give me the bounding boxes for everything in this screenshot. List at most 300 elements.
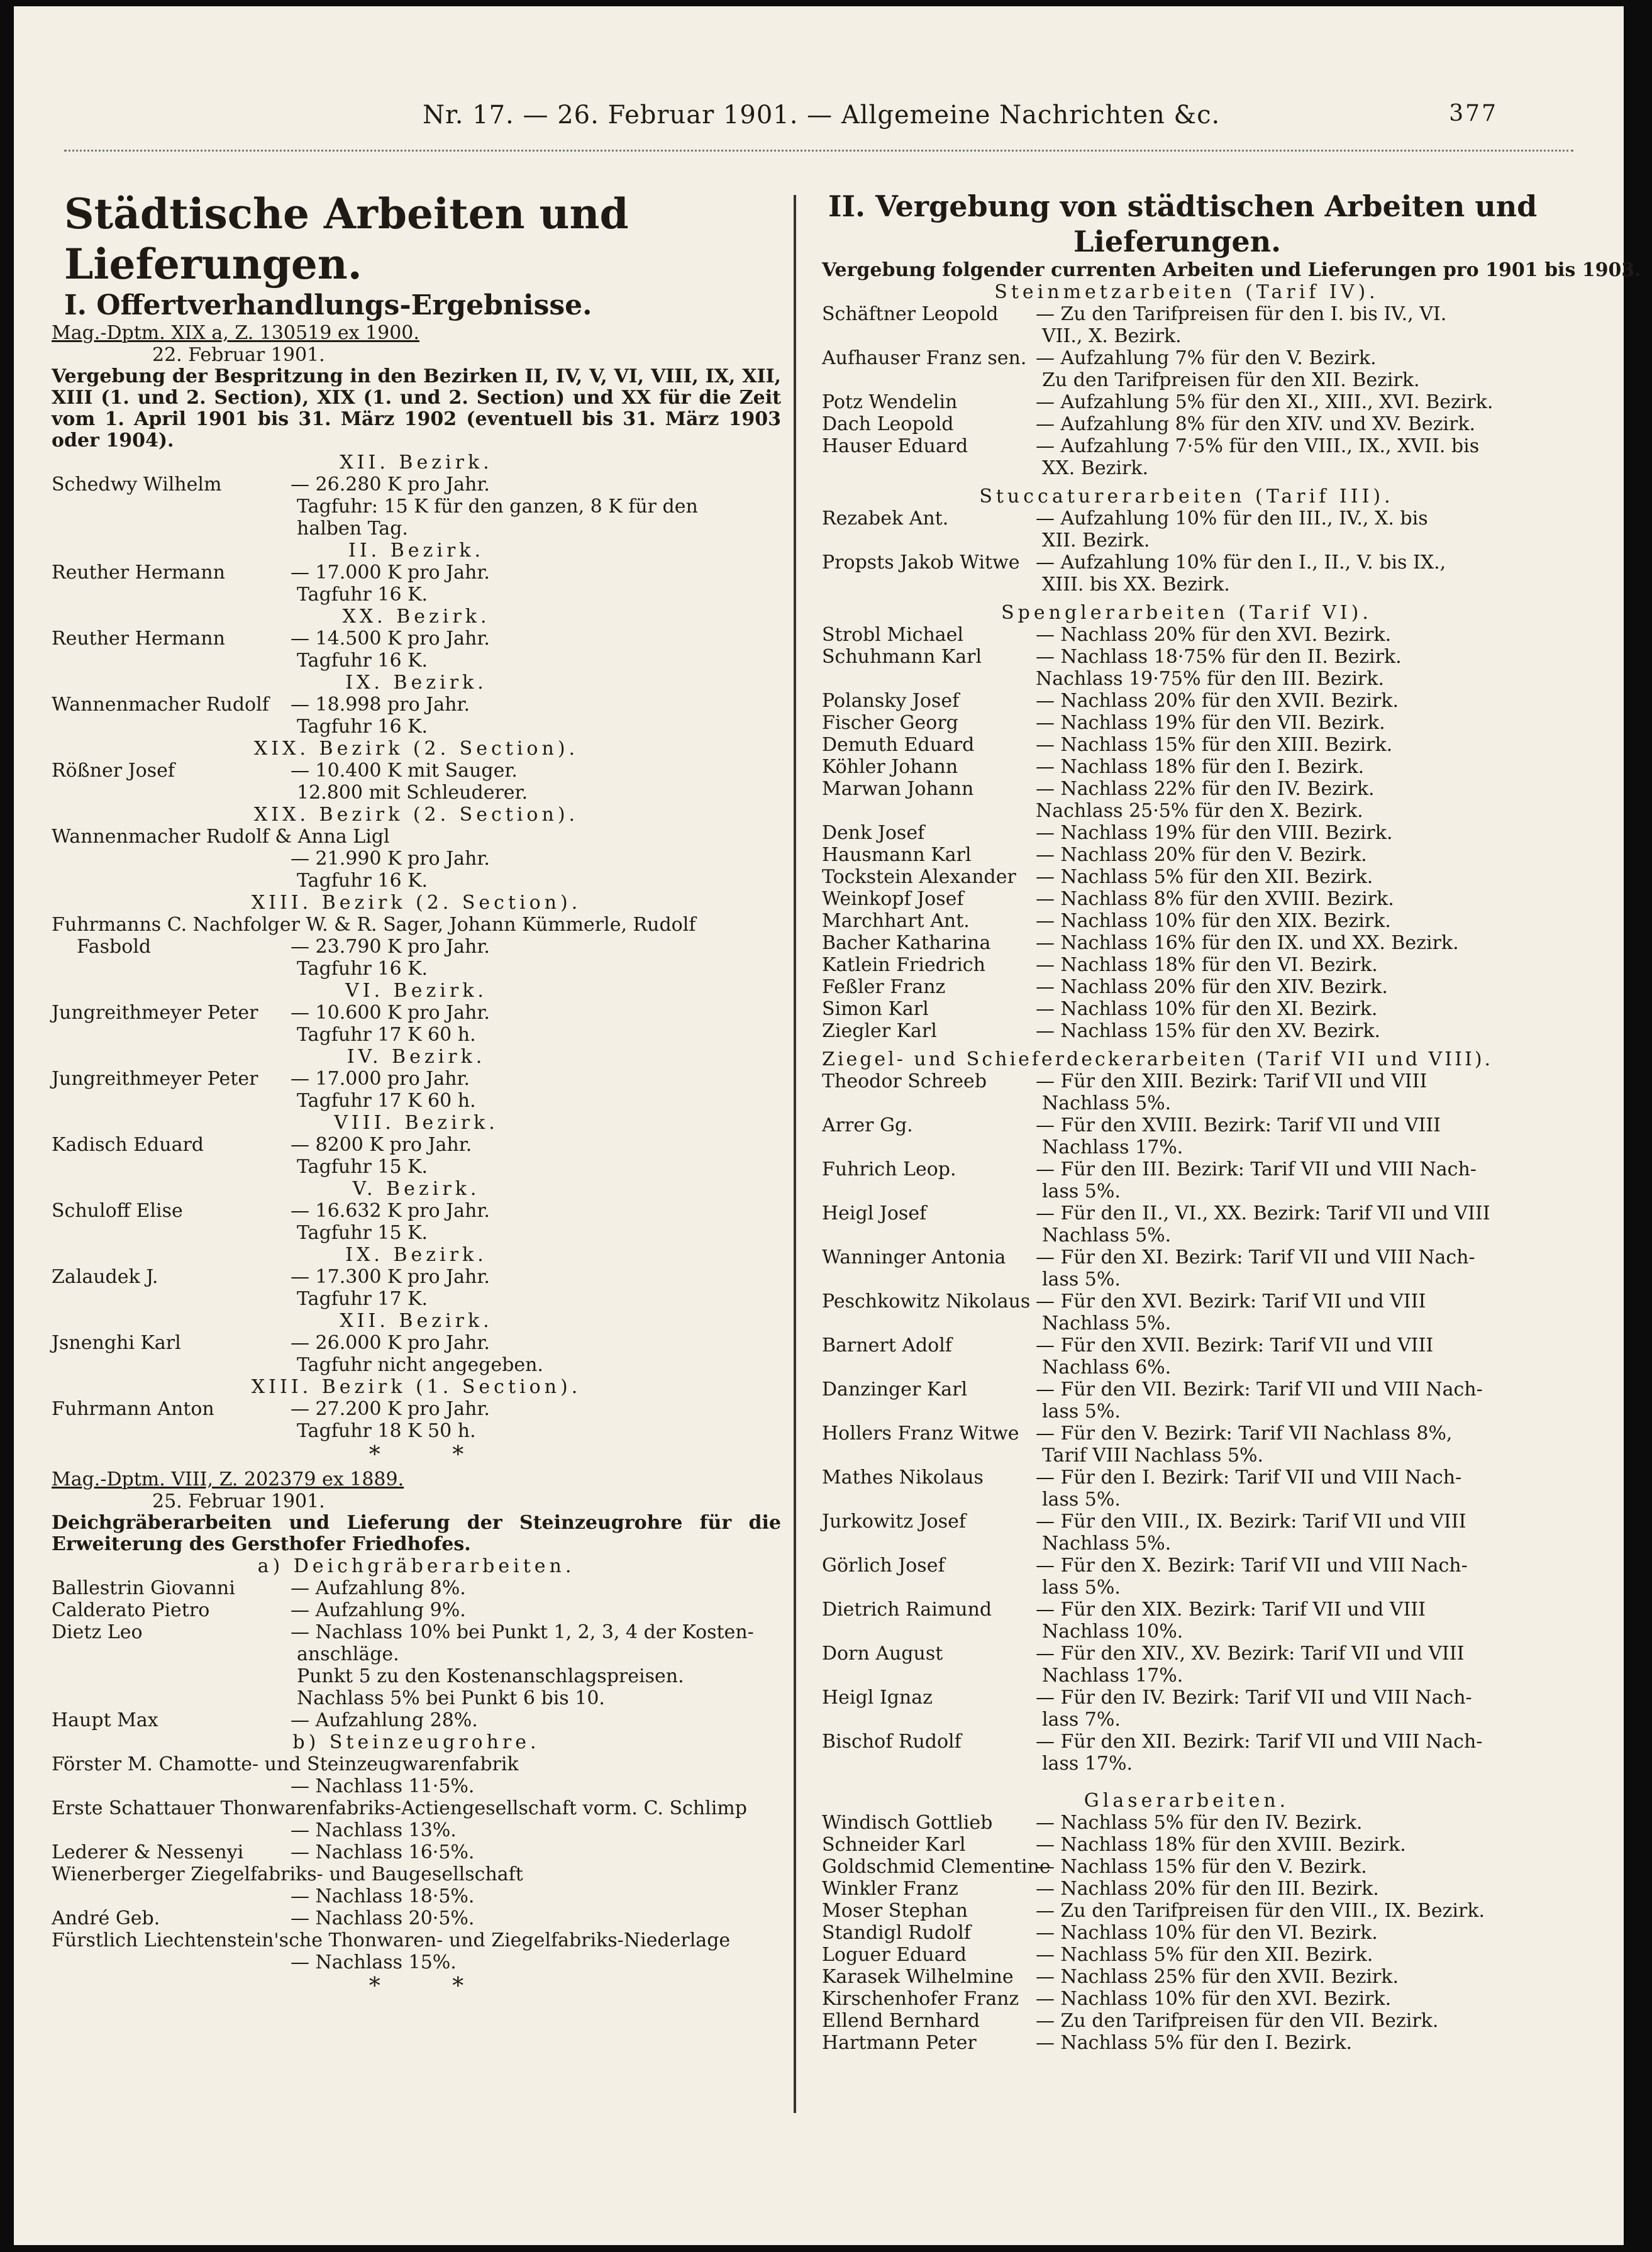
entry-value: — 17.300 K pro Jahr. bbox=[291, 1266, 490, 1288]
trade-heading: Stuccaturerarbeiten (Tarif III). bbox=[979, 485, 1394, 508]
newspaper-page bbox=[14, 6, 1641, 2245]
entry-value: XII. Bezirk. bbox=[1042, 530, 1150, 552]
entry-name: Arrer Gg. bbox=[822, 1114, 913, 1136]
entry-name: Kirschenhofer Franz bbox=[822, 1988, 1019, 2010]
entry-value: — Für den XII. Bezirk: Tarif VII und VIII Nach- bbox=[1036, 1731, 1483, 1753]
entry bbox=[52, 1398, 781, 1442]
entry-name: Fürstlich Liechtenstein'sche Thonwaren- und Ziegelfabriks-Niederlage bbox=[52, 1929, 731, 1951]
entry-value: Tagfuhr 15 K. bbox=[297, 1222, 428, 1244]
entry-value: — Aufzahlung 5% für den XI., XIII., XVI. Bezirk. bbox=[1036, 391, 1494, 413]
entry bbox=[822, 552, 1551, 596]
entry-name: Weinkopf Josef bbox=[822, 888, 964, 910]
entry bbox=[822, 822, 1551, 844]
entry-name: Potz Wendelin bbox=[822, 391, 958, 413]
entry-value: — 23.790 K pro Jahr. bbox=[291, 936, 490, 958]
entry-name: Fuhrmann Anton bbox=[52, 1398, 214, 1420]
entry bbox=[822, 1599, 1551, 1643]
entry-value: — Aufzahlung 10% für den I., II., V. bis IX., bbox=[1036, 552, 1446, 574]
entry bbox=[822, 391, 1551, 413]
entry-name: Standigl Rudolf bbox=[822, 1922, 971, 1944]
trade-heading: Steinmetzarbeiten (Tarif IV). bbox=[994, 281, 1379, 303]
entry-name: Heigl Ignaz bbox=[822, 1687, 933, 1709]
entry-value: — Nachlass 15%. bbox=[291, 1951, 457, 1973]
district-heading: II. Bezirk. bbox=[348, 540, 485, 562]
entry bbox=[822, 1834, 1551, 1856]
asterisk-separator: * * bbox=[369, 1442, 464, 1468]
entry bbox=[822, 756, 1551, 778]
notice-paragraph: Deichgräberarbeiten und Lieferung der Steinzeugrohre für die Erweiterung des Gersthofer Friedhofes. bbox=[52, 1512, 781, 1555]
entry-name: Reuther Hermann bbox=[52, 628, 225, 650]
entry-value: — Nachlass 5% für den IV. Bezirk. bbox=[1036, 1812, 1363, 1834]
entry bbox=[822, 1944, 1551, 1966]
entry-name: Rezabek Ant. bbox=[822, 508, 949, 530]
entry-name: Ballestrin Giovanni bbox=[52, 1577, 235, 1599]
column-divider bbox=[794, 195, 796, 2113]
entry bbox=[52, 1068, 781, 1112]
entry-name: Schedwy Wilhelm bbox=[52, 474, 222, 496]
entry-name: Rößner Josef bbox=[52, 760, 175, 782]
entry-name: Schuloff Elise bbox=[52, 1200, 183, 1222]
entry-value: lass 5%. bbox=[1042, 1401, 1121, 1423]
district-heading: XII. Bezirk. bbox=[340, 452, 493, 474]
entry-name: Aufhauser Franz sen. bbox=[822, 347, 1027, 369]
entry bbox=[822, 347, 1551, 391]
entry-name: Schuhmann Karl bbox=[822, 646, 982, 668]
entry-name: Erste Schattauer Thonwarenfabriks-Actiengesellschaft vorm. C. Schlimp bbox=[52, 1797, 747, 1819]
entry-value: — Nachlass 20% für den XVI. Bezirk. bbox=[1036, 624, 1392, 646]
entry-name: Tockstein Alexander bbox=[822, 866, 1016, 888]
district-heading: XIII. Bezirk (1. Section). bbox=[251, 1376, 582, 1398]
entry-value: — Nachlass 20·5%. bbox=[291, 1907, 475, 1929]
entry bbox=[822, 1555, 1551, 1599]
entry bbox=[822, 1202, 1551, 1246]
entry-value: — Nachlass 20% für den XVII. Bezirk. bbox=[1036, 690, 1399, 712]
entry-value: — Nachlass 18·75% für den II. Bezirk. bbox=[1036, 646, 1402, 668]
entry-name: Demuth Eduard bbox=[822, 734, 975, 756]
entry bbox=[822, 954, 1551, 976]
trade-heading: Spenglerarbeiten (Tarif VI). bbox=[1001, 602, 1372, 624]
section-title: II. Vergebung von städtischen Arbeiten und bbox=[828, 189, 1538, 223]
entry-value: — Aufzahlung 7·5% für den VIII., IX., XVII. bis bbox=[1036, 435, 1480, 457]
entry-name: Jurkowitz Josef bbox=[822, 1511, 966, 1533]
entry-value: — Nachlass 15% für den V. Bezirk. bbox=[1036, 1856, 1367, 1878]
district-heading: VI. Bezirk. bbox=[345, 980, 487, 1002]
entry bbox=[822, 1812, 1551, 1834]
entry-value: halben Tag. bbox=[297, 518, 408, 540]
entry-name: Schneider Karl bbox=[822, 1834, 966, 1856]
entry-value: Tagfuhr 16 K. bbox=[297, 958, 428, 980]
entry-name: Moser Stephan bbox=[822, 1900, 968, 1922]
district-heading: IX. Bezirk. bbox=[345, 1244, 487, 1266]
entry-value: — Für den XIV., XV. Bezirk: Tarif VII und VIII bbox=[1036, 1643, 1465, 1665]
trade-heading: Glaserarbeiten. bbox=[1084, 1790, 1290, 1812]
district-heading: XIII. Bezirk (2. Section). bbox=[251, 892, 582, 914]
entry-value: — Nachlass 10% für den VI. Bezirk. bbox=[1036, 1922, 1378, 1944]
entry bbox=[822, 413, 1551, 435]
entry-value: — Für den VIII., IX. Bezirk: Tarif VII und VIII bbox=[1036, 1511, 1466, 1533]
entry-name: Strobl Michael bbox=[822, 624, 964, 646]
entry bbox=[822, 1511, 1551, 1555]
entry-value: — Zu den Tarifpreisen für den VII. Bezirk. bbox=[1036, 2010, 1439, 2032]
entry-name: Hartmann Peter bbox=[822, 2032, 977, 2054]
entry-value: Punkt 5 zu den Kostenanschlagspreisen. bbox=[297, 1665, 684, 1687]
entry-value: lass 17%. bbox=[1042, 1753, 1133, 1775]
page-title: Städtische Arbeiten und Lieferungen. bbox=[64, 189, 629, 289]
district-heading: XIX. Bezirk (2. Section). bbox=[253, 804, 579, 826]
entry-value: Nachlass 10%. bbox=[1042, 1621, 1184, 1643]
entry bbox=[52, 936, 781, 980]
section-title: I. Offertverhandlungs-Ergebnisse. bbox=[64, 289, 592, 321]
entry bbox=[52, 1577, 781, 1599]
entry bbox=[822, 844, 1551, 866]
entry-value: — Für den VII. Bezirk: Tarif VII und VIII Nach- bbox=[1036, 1378, 1483, 1401]
entry-name: Ziegler Karl bbox=[822, 1020, 937, 1042]
left-column bbox=[52, 189, 781, 2000]
entry-name: Fuhrich Leop. bbox=[822, 1158, 956, 1180]
entry-value: — Für den XVII. Bezirk: Tarif VII und VIII bbox=[1036, 1334, 1434, 1356]
entry bbox=[822, 508, 1551, 552]
entry-value: — Nachlass 10% bei Punkt 1, 2, 3, 4 der Kosten- bbox=[291, 1621, 754, 1643]
entry-value: — Für den III. Bezirk: Tarif VII und VIII Nach- bbox=[1036, 1158, 1477, 1180]
entry-name: Feßler Franz bbox=[822, 976, 946, 998]
entry bbox=[822, 800, 1551, 822]
entry-value: — 8200 K pro Jahr. bbox=[291, 1134, 472, 1156]
entry bbox=[822, 1878, 1551, 1900]
entry-value: Tagfuhr 16 K. bbox=[297, 584, 428, 606]
right-column bbox=[822, 189, 1641, 2054]
entry-name: Wannenmacher Rudolf bbox=[52, 694, 269, 716]
entry-value: — Für den XI. Bezirk: Tarif VII und VIII Nach- bbox=[1036, 1246, 1475, 1268]
entry-name: Bischof Rudolf bbox=[822, 1731, 962, 1753]
entry-value: — Nachlass 19% für den VII. Bezirk. bbox=[1036, 712, 1385, 734]
entry-value: — Nachlass 22% für den IV. Bezirk. bbox=[1036, 778, 1375, 800]
entry-value: — Nachlass 5% für den I. Bezirk. bbox=[1036, 2032, 1353, 2054]
entry-value: — 10.600 K pro Jahr. bbox=[291, 1002, 490, 1024]
plumbing-list bbox=[822, 624, 1551, 1042]
entry-name: Hauser Eduard bbox=[822, 435, 968, 457]
entry-name: Bacher Katharina bbox=[822, 932, 991, 954]
entry-value: Tagfuhr 15 K. bbox=[297, 1156, 428, 1178]
entry bbox=[822, 1114, 1551, 1158]
entry-value: — Aufzahlung 10% für den III., IV., X. bis bbox=[1036, 508, 1428, 530]
entry-value: — Nachlass 18% für den VI. Bezirk. bbox=[1036, 954, 1378, 976]
entry-name: Wannenmacher Rudolf & Anna Ligl bbox=[52, 826, 390, 848]
district-heading: V. Bezirk. bbox=[352, 1178, 480, 1200]
entry-value: — Für den IV. Bezirk: Tarif VII und VIII Nach- bbox=[1036, 1687, 1472, 1709]
entry bbox=[52, 1200, 781, 1244]
entry-name: Fuhrmanns C. Nachfolger W. & R. Sager, Johann Kümmerle, Rudolf bbox=[52, 914, 696, 936]
header-line: Nr. 17. — 26. Februar 1901. — Allgemeine Nachrichten &c. bbox=[423, 101, 1221, 130]
date: 25. Februar 1901. bbox=[152, 1490, 325, 1512]
entry-value: lass 5%. bbox=[1042, 1180, 1121, 1202]
entry-value: — Nachlass 25% für den XVII. Bezirk. bbox=[1036, 1966, 1399, 1988]
entry-value: Nachlass 17%. bbox=[1042, 1136, 1184, 1158]
entry-value: anschläge. bbox=[297, 1643, 399, 1665]
entry-value: Zu den Tarifpreisen für den XII. Bezirk. bbox=[1042, 369, 1420, 391]
entry-value: — Für den XIX. Bezirk: Tarif VII und VIII bbox=[1036, 1599, 1426, 1621]
entry bbox=[822, 668, 1551, 690]
entry-name: André Geb. bbox=[52, 1907, 160, 1929]
entry-value: — Aufzahlung 9%. bbox=[291, 1599, 466, 1621]
entry-value: — Nachlass 15% für den XV. Bezirk. bbox=[1036, 1020, 1381, 1042]
entry-value: — Nachlass 10% für den XVI. Bezirk. bbox=[1036, 1988, 1392, 2010]
entry-value: — Für den XVIII. Bezirk: Tarif VII und VIII bbox=[1036, 1114, 1441, 1136]
entry-value: — 14.500 K pro Jahr. bbox=[291, 628, 490, 650]
entry-value: — Für den I. Bezirk: Tarif VII und VIII Nach- bbox=[1036, 1467, 1462, 1489]
glazing-list bbox=[822, 1812, 1551, 2054]
entry bbox=[52, 1266, 781, 1310]
entry-value: Nachlass 5%. bbox=[1042, 1092, 1172, 1114]
entry-value: Nachlass 5%. bbox=[1042, 1312, 1172, 1334]
entry-value: — 21.990 K pro Jahr. bbox=[291, 848, 490, 870]
entry bbox=[52, 1841, 781, 1863]
entry-value: — Aufzahlung 8% für den XIV. und XV. Bezirk. bbox=[1036, 413, 1476, 435]
entry-value: — Für den II., VI., XX. Bezirk: Tarif VII und VIII bbox=[1036, 1202, 1490, 1224]
entry bbox=[822, 1900, 1551, 1922]
entry bbox=[822, 866, 1551, 888]
entry-value: — Nachlass 15% für den XIII. Bezirk. bbox=[1036, 734, 1393, 756]
entry-value: — 17.000 pro Jahr. bbox=[291, 1068, 470, 1090]
asterisk-separator: * * bbox=[369, 1973, 464, 1999]
entry bbox=[822, 932, 1551, 954]
entry bbox=[822, 435, 1551, 479]
entry-value: lass 5%. bbox=[1042, 1268, 1121, 1290]
entry-value: — Nachlass 10% für den XIX. Bezirk. bbox=[1036, 910, 1391, 932]
entry-value: — Nachlass 20% für den V. Bezirk. bbox=[1036, 844, 1367, 866]
entry bbox=[822, 303, 1551, 347]
entry-name: Propsts Jakob Witwe bbox=[822, 552, 1020, 574]
entry-name: Dietrich Raimund bbox=[822, 1599, 992, 1621]
entry-name: Katlein Friedrich bbox=[822, 954, 985, 976]
entry-name: Reuther Hermann bbox=[52, 562, 225, 584]
entry-name: Jungreithmeyer Peter bbox=[52, 1002, 258, 1024]
entry-name: Mathes Nikolaus bbox=[822, 1467, 984, 1489]
entry-value: Tagfuhr 16 K. bbox=[297, 650, 428, 672]
entry bbox=[822, 712, 1551, 734]
entry-name: Wienerberger Ziegelfabriks- und Baugesellschaft bbox=[52, 1863, 523, 1885]
entry-value: — Zu den Tarifpreisen für den VIII., IX. Bezirk. bbox=[1036, 1900, 1485, 1922]
entry-name: Heigl Josef bbox=[822, 1202, 927, 1224]
district-heading: XII. Bezirk. bbox=[340, 1310, 493, 1332]
entry bbox=[822, 646, 1551, 668]
entry-name: Barnert Adolf bbox=[822, 1334, 952, 1356]
district-heading: XIX. Bezirk (2. Section). bbox=[253, 738, 579, 760]
entry-value: — 18.998 pro Jahr. bbox=[291, 694, 470, 716]
entry-name: Jsnenghi Karl bbox=[52, 1332, 181, 1354]
entry bbox=[822, 910, 1551, 932]
entry-value: — 26.280 K pro Jahr. bbox=[291, 474, 490, 496]
running-header bbox=[14, 101, 1624, 151]
entry-name: Fasbold bbox=[77, 936, 152, 958]
entry-value: lass 5%. bbox=[1042, 1577, 1121, 1599]
entry-value: — Nachlass 13%. bbox=[291, 1819, 457, 1841]
entry bbox=[822, 1856, 1551, 1878]
entry bbox=[822, 1334, 1551, 1378]
entry-name: Förster M. Chamotte- und Steinzeugwarenfabrik bbox=[52, 1753, 519, 1775]
entry-value: XIII. bis XX. Bezirk. bbox=[1042, 574, 1230, 596]
entry-value: — Aufzahlung 8%. bbox=[291, 1577, 466, 1599]
entry-value: — 10.400 K mit Sauger. bbox=[291, 760, 518, 782]
entry-name: Kadisch Eduard bbox=[52, 1134, 204, 1156]
entry bbox=[822, 1423, 1551, 1467]
entry-value: — Nachlass 19% für den VIII. Bezirk. bbox=[1036, 822, 1393, 844]
entry bbox=[822, 1988, 1551, 2010]
entry-value: Tagfuhr 18 K 50 h. bbox=[297, 1420, 476, 1442]
intro-line: Vergebung folgender currenten Arbeiten und Lieferungen pro 1901 bis 1903. bbox=[822, 259, 1641, 281]
district-heading: VIII. Bezirk. bbox=[334, 1112, 499, 1134]
entry bbox=[52, 628, 781, 672]
entry-name: Windisch Gottlieb bbox=[822, 1812, 993, 1834]
entry bbox=[822, 1246, 1551, 1290]
entry-name: Karasek Wilhelmine bbox=[822, 1966, 1014, 1988]
subsection-heading: b) Steinzeugrohre. bbox=[292, 1731, 540, 1753]
entry bbox=[822, 976, 1551, 998]
entry bbox=[822, 1731, 1551, 1775]
entry bbox=[822, 624, 1551, 646]
entry-value: — 17.000 K pro Jahr. bbox=[291, 562, 490, 584]
entry-value: Nachlass 5%. bbox=[1042, 1533, 1172, 1555]
entry-value: Nachlass 5%. bbox=[1042, 1224, 1172, 1246]
entry-value: — 27.200 K pro Jahr. bbox=[291, 1398, 490, 1420]
entry bbox=[822, 1290, 1551, 1334]
entry-value: — Nachlass 8% für den XVIII. Bezirk. bbox=[1036, 888, 1394, 910]
district-heading: IV. Bezirk. bbox=[346, 1046, 486, 1068]
entry-value: — Zu den Tarifpreisen für den I. bis IV., VI. bbox=[1036, 303, 1447, 325]
entry-value: — 26.000 K pro Jahr. bbox=[291, 1332, 490, 1354]
entry-name: Loguer Eduard bbox=[822, 1944, 967, 1966]
entry-value: — Aufzahlung 7% für den V. Bezirk. bbox=[1036, 347, 1377, 369]
roofing-list bbox=[822, 1070, 1551, 1775]
entry-value: — 16.632 K pro Jahr. bbox=[291, 1200, 490, 1222]
entry-name: Haupt Max bbox=[52, 1709, 158, 1731]
entry bbox=[822, 1687, 1551, 1731]
entry-value: — Nachlass 18·5%. bbox=[291, 1885, 475, 1907]
district-heading: XX. Bezirk. bbox=[342, 606, 491, 628]
entry-name: Denk Josef bbox=[822, 822, 925, 844]
entry-name: Polansky Josef bbox=[822, 690, 960, 712]
district-heading: IX. Bezirk. bbox=[345, 672, 487, 694]
entry bbox=[52, 1621, 781, 1709]
entry bbox=[822, 778, 1551, 800]
entry bbox=[822, 998, 1551, 1020]
entry-value: — Nachlass 20% für den XIV. Bezirk. bbox=[1036, 976, 1388, 998]
entry-name: Dietz Leo bbox=[52, 1621, 143, 1643]
entry-name: Zalaudek J. bbox=[52, 1266, 158, 1288]
section-title-cont: Lieferungen. bbox=[1073, 225, 1282, 258]
entry-value: — Nachlass 16·5%. bbox=[291, 1841, 475, 1863]
entry-value: Tagfuhr 17 K 60 h. bbox=[297, 1090, 476, 1112]
entry bbox=[822, 2010, 1551, 2032]
entry-value: Tagfuhr: 15 K für den ganzen, 8 K für den bbox=[297, 496, 698, 518]
entry-value: — Nachlass 16% für den IX. und XX. Bezirk. bbox=[1036, 932, 1459, 954]
entry-value: Tagfuhr 16 K. bbox=[297, 716, 428, 738]
entry-name: Goldschmid Clementine bbox=[822, 1856, 1051, 1878]
entry bbox=[52, 1002, 781, 1046]
entry-name: Marwan Johann bbox=[822, 778, 974, 800]
entry bbox=[52, 474, 781, 540]
entry bbox=[822, 1378, 1551, 1423]
entry-name: Schäftner Leopold bbox=[822, 303, 999, 325]
entry-name: Hollers Franz Witwe bbox=[822, 1423, 1019, 1445]
entry-value: Tagfuhr 17 K. bbox=[297, 1288, 428, 1310]
header-rule bbox=[64, 150, 1573, 152]
entry bbox=[52, 1134, 781, 1178]
entry bbox=[52, 562, 781, 606]
reference: Mag.-Dptm. XIX a, Z. 130519 ex 1900. bbox=[52, 322, 419, 344]
entry-name: Winkler Franz bbox=[822, 1878, 958, 1900]
entry-name: Theodor Schreeb bbox=[822, 1070, 987, 1092]
entry-name: Dach Leopold bbox=[822, 413, 954, 435]
entry bbox=[52, 694, 781, 738]
entry bbox=[52, 1709, 781, 1731]
entry-value: XX. Bezirk. bbox=[1042, 457, 1149, 479]
date: 22. Februar 1901. bbox=[152, 344, 325, 366]
entry-value: — Nachlass 5% für den XII. Bezirk. bbox=[1036, 866, 1373, 888]
entry-value: Nachlass 17%. bbox=[1042, 1665, 1184, 1687]
entry-name: Calderato Pietro bbox=[52, 1599, 210, 1621]
entry bbox=[822, 1643, 1551, 1687]
page-number: 377 bbox=[1449, 101, 1498, 126]
notice-paragraph: Vergebung der Bespritzung in den Bezirken II, IV, V, VI, VIII, IX, XII, XIII (1. und 2. Section), XIX (1. und 2. Section) und XX für die Zeit vom 1. April 1901 bis 31. März 1902 (eventuell bis 31. März 1903 oder 1904). bbox=[52, 365, 781, 452]
entry-name: Görlich Josef bbox=[822, 1555, 945, 1577]
entry-value: Tarif VIII Nachlass 5%. bbox=[1042, 1445, 1264, 1467]
entry bbox=[822, 1020, 1551, 1042]
entry-value: — Nachlass 18% für den XVIII. Bezirk. bbox=[1036, 1834, 1406, 1856]
entry-value: — Nachlass 11·5%. bbox=[291, 1775, 475, 1797]
subsection-heading: a) Deichgräberarbeiten. bbox=[257, 1555, 575, 1577]
entry-value: lass 7%. bbox=[1042, 1709, 1121, 1731]
entry-name: Lederer & Nessenyi bbox=[52, 1841, 244, 1863]
entry-value: Nachlass 25·5% für den X. Bezirk. bbox=[1036, 800, 1363, 822]
entry-value: — Nachlass 20% für den III. Bezirk. bbox=[1036, 1878, 1379, 1900]
entry bbox=[52, 1332, 781, 1376]
entry bbox=[822, 690, 1551, 712]
entry-value: Tagfuhr nicht angegeben. bbox=[297, 1354, 543, 1376]
entry-value: VII., X. Bezirk. bbox=[1042, 325, 1182, 347]
entry-name: Dorn August bbox=[822, 1643, 943, 1665]
entry-name: Marchhart Ant. bbox=[822, 910, 970, 932]
entry-name: Danzinger Karl bbox=[822, 1378, 968, 1401]
entry bbox=[52, 1599, 781, 1621]
entry-value: — Nachlass 10% für den XI. Bezirk. bbox=[1036, 998, 1378, 1020]
entry bbox=[52, 760, 781, 804]
entry-value: — Für den XIII. Bezirk: Tarif VII und VIII bbox=[1036, 1070, 1427, 1092]
entry-value: Nachlass 19·75% für den III. Bezirk. bbox=[1036, 668, 1384, 690]
entry-value: — Für den V. Bezirk: Tarif VII Nachlass 8%, bbox=[1036, 1423, 1453, 1445]
entry bbox=[52, 1907, 781, 1929]
entry bbox=[822, 1158, 1551, 1202]
entry bbox=[822, 888, 1551, 910]
entry-value: lass 5%. bbox=[1042, 1489, 1121, 1511]
entry-value: — Für den XVI. Bezirk: Tarif VII und VIII bbox=[1036, 1290, 1426, 1312]
entry bbox=[822, 1467, 1551, 1511]
entry-value: Nachlass 6%. bbox=[1042, 1356, 1172, 1378]
entry bbox=[822, 1070, 1551, 1114]
entry-name: Ellend Bernhard bbox=[822, 2010, 980, 2032]
entry bbox=[822, 2032, 1551, 2054]
entry-value: — Nachlass 18% für den I. Bezirk. bbox=[1036, 756, 1365, 778]
entry-value: Nachlass 5% bei Punkt 6 bis 10. bbox=[297, 1687, 605, 1709]
entry-name: Fischer Georg bbox=[822, 712, 958, 734]
entry-value: Tagfuhr 16 K. bbox=[297, 870, 428, 892]
reference: Mag.-Dptm. VIII, Z. 202379 ex 1889. bbox=[52, 1468, 404, 1490]
entry-value: — Aufzahlung 28%. bbox=[291, 1709, 478, 1731]
entry-name: Peschkowitz Nikolaus bbox=[822, 1290, 1031, 1312]
entry-value: — Nachlass 5% für den XII. Bezirk. bbox=[1036, 1944, 1373, 1966]
entry-name: Köhler Johann bbox=[822, 756, 958, 778]
entry-name: Hausmann Karl bbox=[822, 844, 972, 866]
entry bbox=[822, 1966, 1551, 1988]
